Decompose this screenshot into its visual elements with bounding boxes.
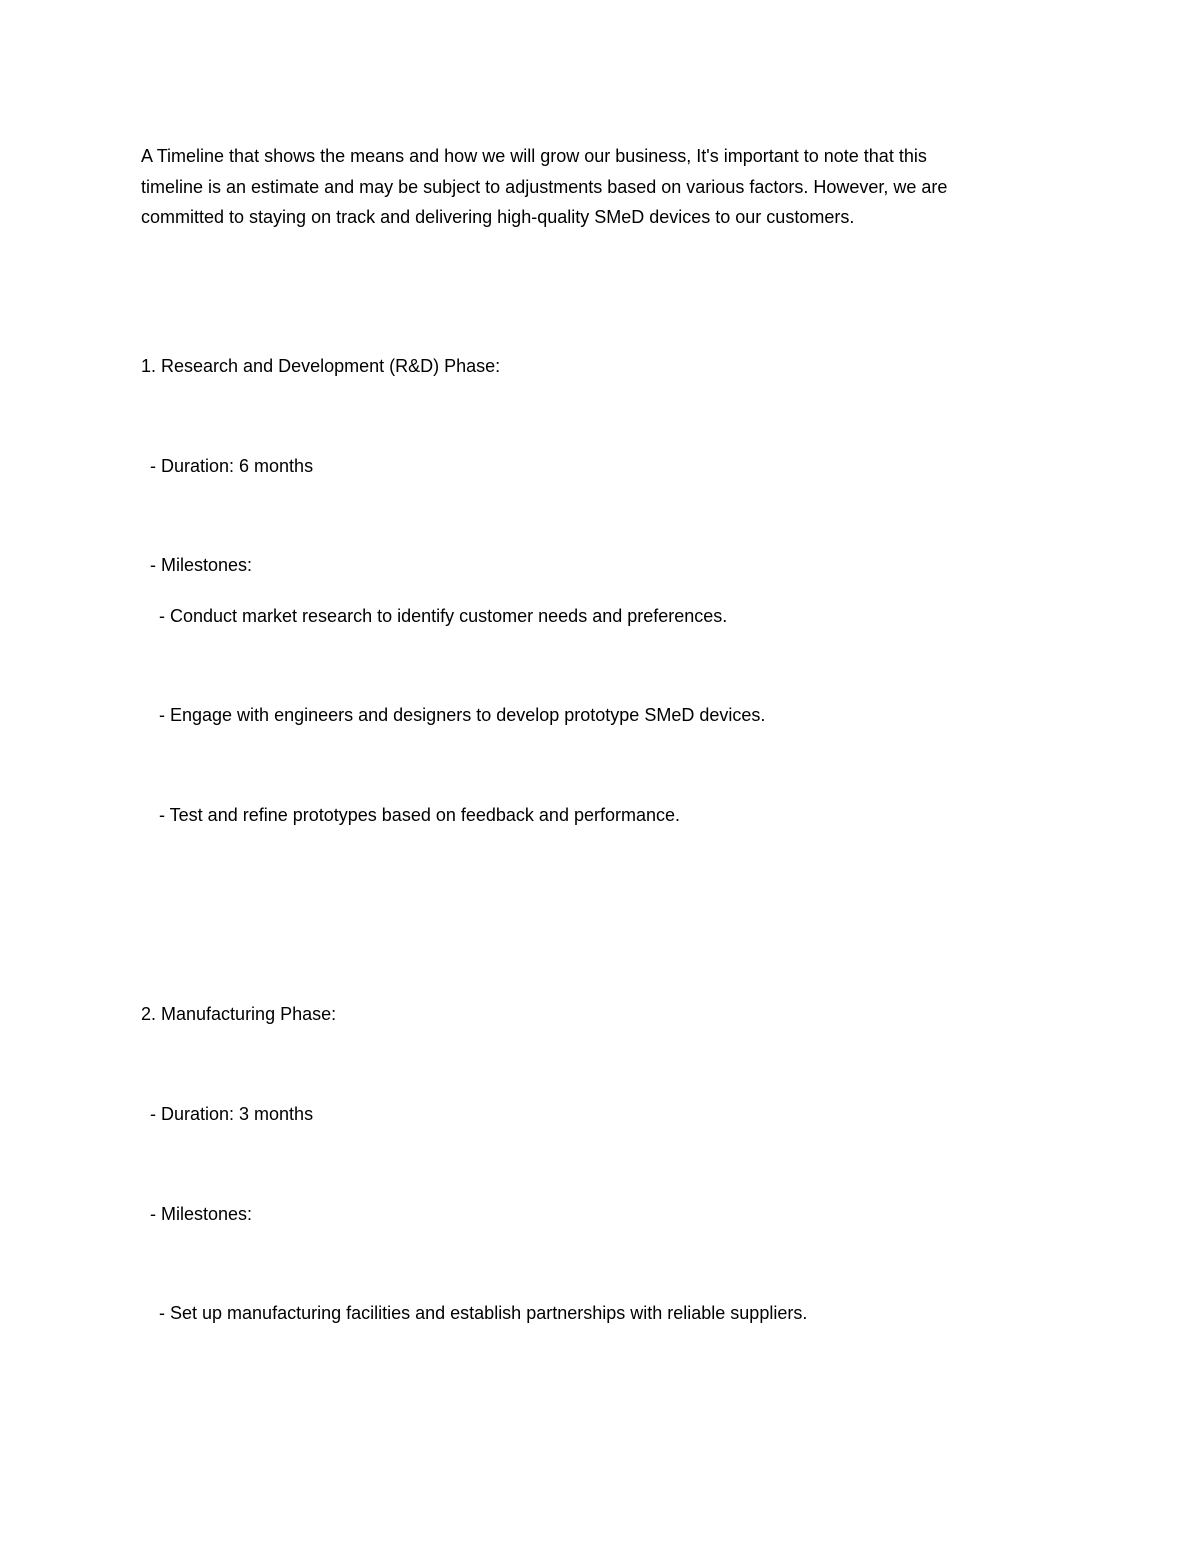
phase2-milestones-label: - Milestones:: [150, 1204, 253, 1224]
intro-line: timeline is an estimate and may be subject to adjustments based on various factors. However, we are: [141, 176, 948, 197]
intro-paragraph: [141, 141, 1041, 233]
phase1-milestone-item: - Conduct market research to identify customer needs and preferences.: [159, 606, 728, 626]
intro-line: A Timeline that shows the means and how we will grow our business, It's important to note that this: [141, 146, 927, 166]
phase1-heading: 1. Research and Development (R&D) Phase:: [141, 356, 501, 376]
intro-line: committed to staying on track and delivering high-quality SMeD devices to our customers.: [141, 207, 855, 227]
phase2-milestone-item: - Set up manufacturing facilities and establish partnerships with reliable suppliers.: [159, 1303, 808, 1323]
phase1-milestone-item: - Test and refine prototypes based on feedback and performance.: [159, 805, 680, 825]
phase1-milestones-label: - Milestones:: [150, 555, 253, 575]
phase2-heading: 2. Manufacturing Phase:: [141, 1004, 337, 1024]
phase2-duration: - Duration: 3 months: [150, 1104, 314, 1124]
phase1-milestone-item: - Engage with engineers and designers to develop prototype SMeD devices.: [159, 705, 766, 725]
phase1-duration: - Duration: 6 months: [150, 456, 314, 476]
